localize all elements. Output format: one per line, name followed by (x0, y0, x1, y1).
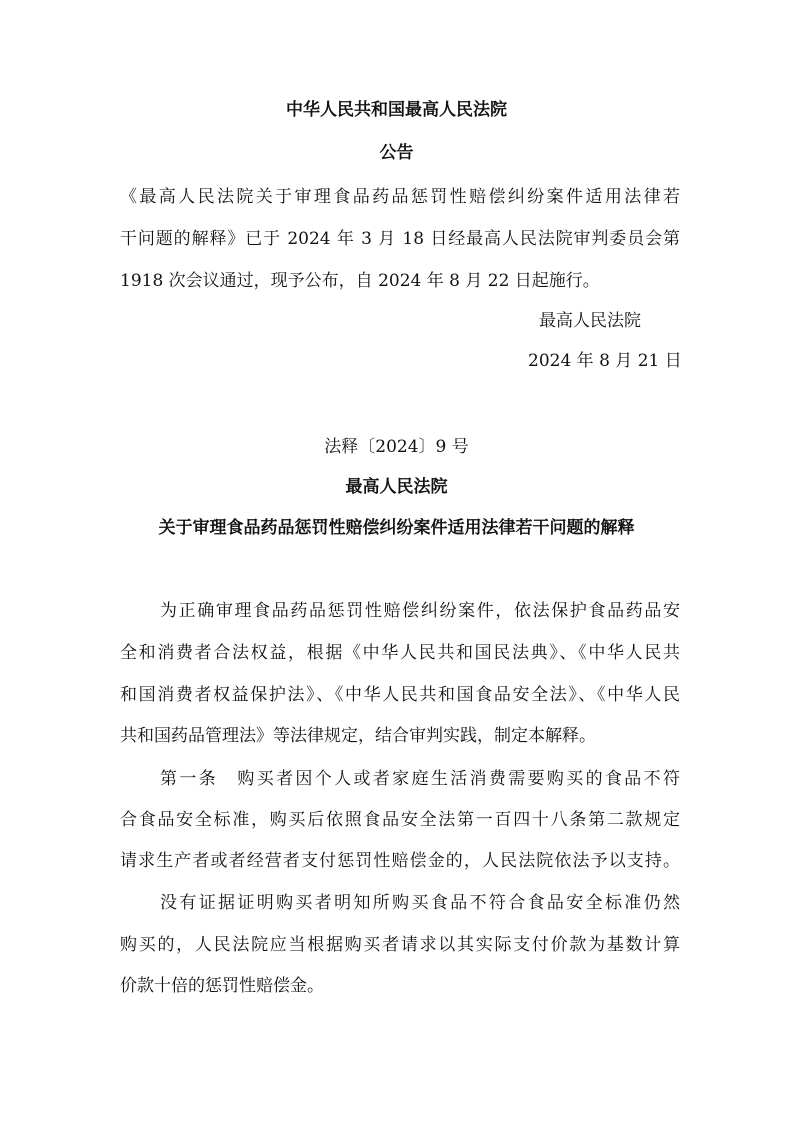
article-1-para2-line: 没有证据证明购买者明知所购买食品不符合食品安全标准仍然 (160, 893, 680, 913)
notice-body-line: 1918 次会议通过，现予公布，自 2024 年 8 月 22 日起施行。 (120, 271, 600, 291)
court-name-heading: 中华人民共和国最高人民法院 (286, 100, 507, 120)
notice-date: 2024 年 8 月 21 日 (528, 351, 682, 371)
notice-body-line: 《最高人民法院关于审理食品药品惩罚性赔偿纠纷案件适用法律若 (120, 187, 680, 207)
article-1-para2-line: 购买的，人民法院应当根据购买者请求以其实际支付价款为基数计算 (120, 935, 680, 955)
interpretation-title: 关于审理食品药品惩罚性赔偿纠纷案件适用法律若干问题的解释 (158, 518, 635, 538)
preamble-line: 和国消费者权益保护法》、《中华人民共和国食品安全法》、《中华人民 (120, 685, 680, 705)
notice-title: 公告 (379, 143, 414, 163)
article-1-para2-line: 价款十倍的惩罚性赔偿金。 (120, 976, 324, 996)
article-1-line: 第一条 购买者因个人或者家庭生活消费需要购买的食品不符 (160, 769, 680, 789)
preamble-line: 全和消费者合法权益，根据《中华人民共和国民法典》、《中华人民共 (120, 643, 680, 663)
preamble-line: 共和国药品管理法》等法律规定，结合审判实践，制定本解释。 (120, 726, 596, 746)
issuer-heading: 最高人民法院 (345, 477, 448, 497)
document-number: 法释〔2024〕9 号 (324, 437, 469, 457)
preamble-line: 为正确审理食品药品惩罚性赔偿纠纷案件，依法保护食品药品安 (160, 601, 680, 621)
notice-body-line: 干问题的解释》已于 2024 年 3 月 18 日经最高人民法院审判委员会第 (120, 229, 680, 249)
notice-signature: 最高人民法院 (539, 311, 641, 331)
article-1-line: 合食品安全标准，购买后依照食品安全法第一百四十八条第二款规定 (120, 810, 680, 830)
article-1-line: 请求生产者或者经营者支付惩罚性赔偿金的，人民法院依法予以支持。 (120, 851, 680, 871)
